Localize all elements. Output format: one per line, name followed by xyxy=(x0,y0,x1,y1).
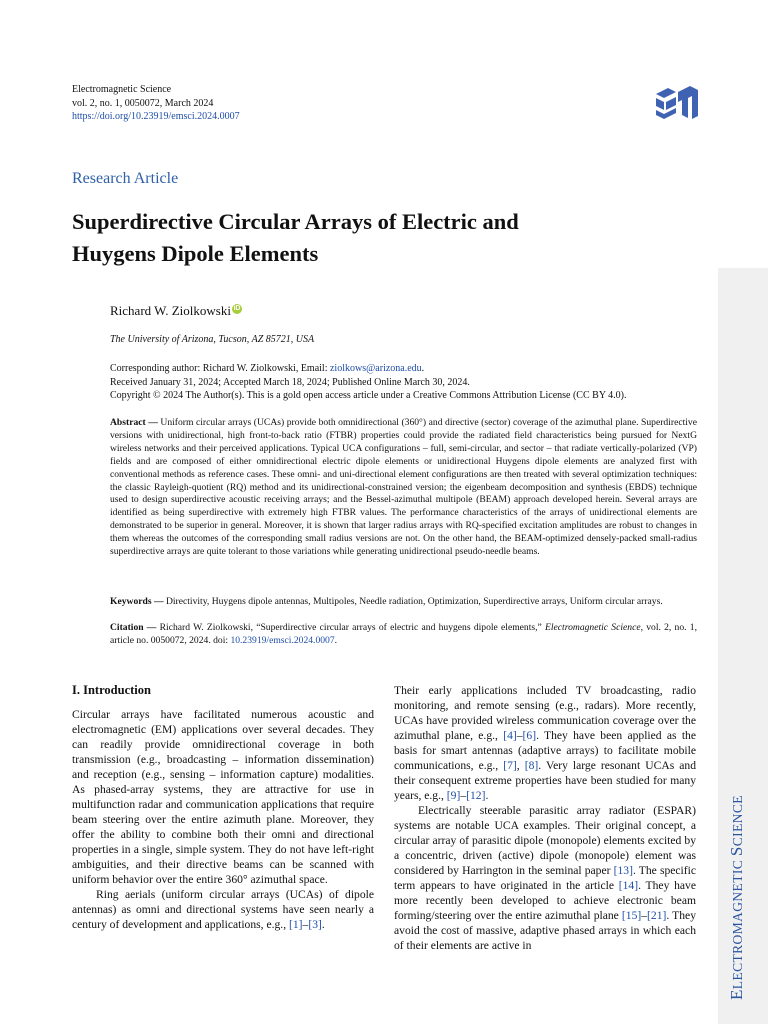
keywords xyxy=(110,596,697,609)
affiliation: The University of Arizona, Tucson, AZ 85721, USA xyxy=(110,334,315,345)
citation xyxy=(110,622,697,648)
keywords-label: Keywords — xyxy=(110,596,164,607)
volume-line: vol. 2, no. 1, 0050072, March 2024 xyxy=(72,97,214,109)
citation-label: Citation — xyxy=(110,622,157,633)
ref-link[interactable]: [14] xyxy=(618,879,639,892)
keywords-text: Directivity, Huygens dipole antennas, Multipoles, Needle radiation, Optimization, Superdirective arrays, Uniform circular arrays. xyxy=(163,596,663,607)
ref-dash: – xyxy=(302,918,309,931)
section-heading: I. Introduction xyxy=(72,683,151,697)
paragraph-text: Ring aerials (uniform circular arrays (UCAs) of dipole antennas) as omni and directional systems have seen nearly a century of development and applications, e.g., xyxy=(72,888,374,931)
side-title-rest: CIENCE xyxy=(730,795,745,847)
ref-link[interactable]: [15] xyxy=(621,909,642,922)
paper-title xyxy=(72,206,672,270)
article-meta xyxy=(110,362,627,403)
ref-dash: – xyxy=(460,789,467,802)
doi-link[interactable]: https://doi.org/10.23919/emsci.2024.0007 xyxy=(72,111,240,122)
side-title-cap: S xyxy=(727,846,746,857)
paragraph-text: . They have more recently been developed to achieve electronic beam forming/steering over the entire azimuthal plane xyxy=(394,879,697,922)
body-column-right xyxy=(394,683,696,953)
side-title-rest: LECTROMAGNETIC xyxy=(730,856,745,990)
citation-rest: , vol. 2, no. 1, article no. 0050072, 2024. doi: xyxy=(110,622,697,646)
journal-name: Electromagnetic Science xyxy=(72,84,172,95)
citation-text: Richard W. Ziolkowski, “Superdirective circular arrays of electric and huygens dipole elements,” xyxy=(156,622,546,633)
dates-line: Received January 31, 2024; Accepted March 18, 2024; Published Online March 30, 2024. xyxy=(110,376,470,388)
paragraph-text: Electrically steerable parasitic array radiator (ESPAR) systems are notable UCA examples. Their original concept, a circular array of parasitic dipole (monopole) elements excited by a concentric, driven (active) dipole (monopole) element was considered by Harrington in the seminal paper xyxy=(394,804,696,877)
paragraph-text: . They have been applied as the basis for smart antennas (adaptive arrays) to facilitate mobile communications, e.g., xyxy=(394,729,696,772)
abstract-label: Abstract — xyxy=(110,417,158,428)
ref-link[interactable]: [3] xyxy=(308,918,322,931)
paragraph-text: Their early applications included TV broadcasting, radio monitoring, and remote sensing (e.g., radars). More recently, UCAs have provided wireless communication coverage over the azimuthal plane, e.g., xyxy=(394,684,696,742)
citation-end: . xyxy=(334,634,338,646)
side-title-cap: E xyxy=(727,989,746,1000)
title-line-1: Superdirective Circular Arrays of Electric and xyxy=(72,209,519,234)
citation-doi-link[interactable]: 10.23919/emsci.2024.0007 xyxy=(230,634,335,646)
ref-link[interactable]: [9] xyxy=(446,789,461,802)
ref-dash: – xyxy=(516,729,523,742)
ref-link[interactable]: [6] xyxy=(522,729,537,742)
ref-link[interactable]: [12] xyxy=(466,789,486,802)
citation-journal: Electromagnetic Science xyxy=(545,622,641,633)
ref-link[interactable]: [21] xyxy=(647,909,667,922)
body-column-left xyxy=(72,707,374,932)
paragraph xyxy=(72,887,374,932)
article-type: Research Article xyxy=(72,170,179,187)
abstract-text: Uniform circular arrays (UCAs) provide both omnidirectional (360°) and directive (sector) coverage of the azimuthal plane. Superdirective versions with unidirectional, high front-to-back ratio (FTBR) properties could provide the radiated field characteristics being pursued for NextG wireless networks and their perceived applications. Typical UCA configurations – full, semi-circular, and sector – that radiate vertically-polarized (VP) fields and are composed of either omnidirectional electric dipole elements or unidirectional Huygens dipole elements are analyzed first with conventional methods as reference cases. These omni- and uni-directional element configurations are then treated with several optimization techniques: the classic Rayleigh-quotient (RQ) method and its unidirectional-constrained version; the eigenbeam decomposition and synthesis (EBDS) technique used to design superdirective acoustic receiving arrays; and the Bessel-azimuthal multipole (BEAM) approach developed herein. Several arrays are identified as being superdirective with extremely high FTBR values. The performance characteristics of the arrays of unidirectional elements are demonstrated to be superior in general. Moreover, it is shown that larger radius arrays with RQ-specified excitation amplitudes are robust to changes in them whereas the outcomes of the corresponding small radius versions are not. On the other hand, the BEAM-optimized densely-packed small-radius superdirective arrays are quite tolerant to those variations while generating unidirectional pseudo-needle beams. xyxy=(110,417,697,558)
corr-suffix: . xyxy=(421,363,425,374)
paragraph: Circular arrays have facilitated numerous acoustic and electromagnetic (EM) applications over several decades. They can readily provide omnidirectional coverage in both transmission (e.g., broadcasting – information dissemination) and reception (e.g., sensing – information capture) modalities. As phased-array systems, they are attractive for use in multifunction radar and communication applications that require beam steering over the entire azimuth plane. Moreover, they offer the ability to combine both their omni and directional properties in a single, simple system. They do not have left-right ambiguities, and their directive beams can be scanned with uniform behavior over the entire 360° azimuthal space. xyxy=(72,708,374,886)
paragraph-end: . xyxy=(485,789,489,802)
ref-link[interactable]: [4] xyxy=(503,729,517,742)
paragraph-text: . Very large resonant UCAs and their consequent extreme properties have been studied for many years, e.g., xyxy=(394,759,696,802)
journal-logo-icon xyxy=(654,80,698,120)
author-name: Richard W. Ziolkowski xyxy=(110,303,231,318)
ref-dash: – xyxy=(641,909,648,922)
title-line-2: Huygens Dipole Elements xyxy=(72,241,319,266)
paragraph xyxy=(394,683,696,803)
copyright-line: Copyright © 2024 The Author(s). This is a gold open access article under a Creative Commons Attribution License (CC BY 4.0). xyxy=(110,390,627,401)
corresponding-author xyxy=(110,362,627,376)
ref-link[interactable]: [13] xyxy=(613,864,633,877)
paragraph-text: . The specific term appears to have originated in the article xyxy=(394,864,697,892)
ref-link[interactable]: [1] xyxy=(289,918,303,931)
paragraph xyxy=(394,803,696,953)
paragraph-text: . They avoid the cost of massive, adaptive phased arrays in which each of their elements are active in xyxy=(394,909,696,952)
corr-email-link[interactable]: ziolkows@arizona.edu xyxy=(329,363,422,374)
ref-link[interactable]: [8] xyxy=(524,759,539,772)
ref-link[interactable]: [7] xyxy=(503,759,517,772)
paragraph-end: . xyxy=(321,918,325,931)
corr-prefix: Corresponding author: Richard W. Ziolkowski, Email: xyxy=(110,363,330,374)
abstract xyxy=(110,417,697,559)
author xyxy=(110,303,242,319)
journal-header xyxy=(72,83,240,124)
orcid-icon[interactable]: iD xyxy=(233,305,241,312)
side-journal-title xyxy=(727,795,747,1000)
ref-comma: , xyxy=(516,759,525,772)
